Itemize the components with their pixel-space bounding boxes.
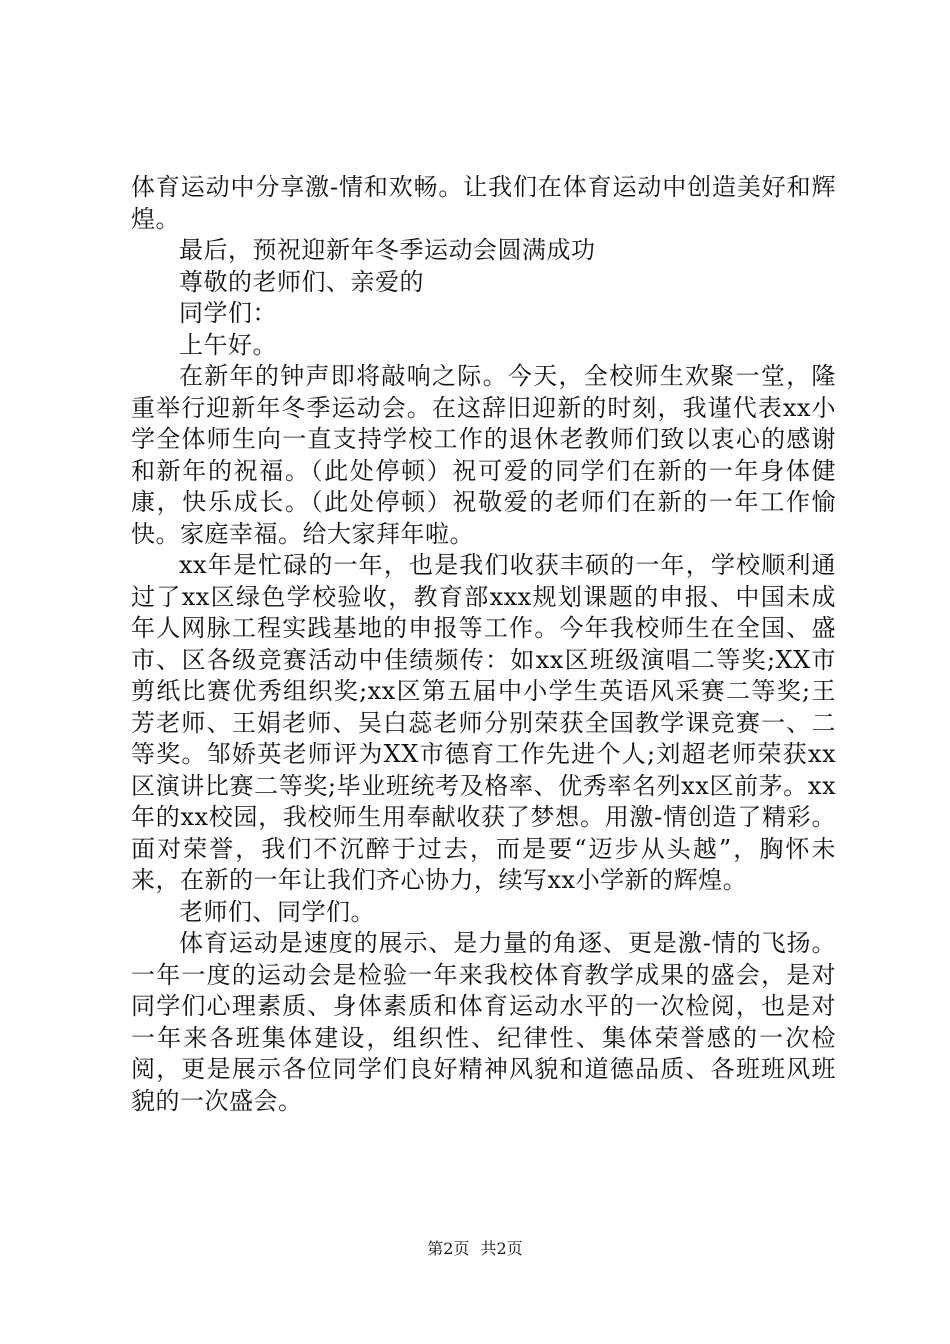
page-number: 第2页 [427, 1239, 470, 1258]
paragraph-closing-wish: 最后，预祝迎新年冬季运动会圆满成功 [179, 236, 596, 264]
paragraph-address: 老师们、同学们。 [179, 897, 375, 926]
paragraph-salutation-students: 同学们： [179, 299, 277, 327]
document-body [131, 172, 836, 1117]
paragraph-new-year: 在新年的钟声即将敲响之际。今天，全校师生欢聚一堂，隆重举行迎新年冬季运动会。在这辞旧迎新的时刻，我谨代表xx小学全体师生向一直支持学校工作的退休老教师们致以衷心的感谢和新年的祝福。（此处停顿）祝可爱的同学们在新的一年身体健康，快乐成长。（此处停顿）祝敬爱的老师们在新的一年工作愉快。家庭幸福。给大家拜年啦。 [131, 362, 836, 548]
paragraph-greeting: 上午好。 [179, 330, 277, 359]
paragraph-salutation-teachers: 尊敬的老师们、亲爱的 [179, 267, 424, 296]
paragraph-achievements: xx年是忙碌的一年，也是我们收获丰硕的一年，学校顺利通过了xx区绿色学校验收，教育部xxx规划课题的申报、中国未成年人网脉工程实践基地的申报等工作。今年我校师生在全国、盛市、区各级竞赛活动中佳绩频传：如xx区班级演唱二等奖;XX市剪纸比赛优秀组织奖;xx区第五届中小学生英语风采赛二等奖;王芳老师、王娟老师、吴白蕊老师分别荣获全国教学课竞赛一、二等奖。邹娇英老师评为XX市德育工作先进个人;刘超老师荣获xx区演讲比赛二等奖;毕业班统考及格率、优秀率名列xx区前茅。xx年的xx校园，我校师生用奉献收获了梦想。用激-情创造了精彩。面对荣誉，我们不沉醉于过去，而是要“迈步从头越”，胸怀未来，在新的一年让我们齐心协力，续写xx小学新的辉煌。 [131, 551, 836, 894]
paragraph-continuation: 体育运动中分享激-情和欢畅。让我们在体育运动中创造美好和辉煌。 [131, 173, 836, 233]
page-total: 共2页 [480, 1239, 523, 1258]
page-footer [0, 1236, 950, 1259]
paragraph-sports-meet: 体育运动是速度的展示、是力量的角逐、更是激-情的飞扬。一年一度的运动会是检验一年来我校体育教学成果的盛会，是对同学们心理素质、身体素质和体育运动水平的一次检阅，也是对一年来各班集体建设，组织性、纪律性、集体荣誉感的一次检阅，更是展示各位同学们良好精神风貌和道德品质、各班班风班貌的一次盛会。 [131, 929, 836, 1115]
